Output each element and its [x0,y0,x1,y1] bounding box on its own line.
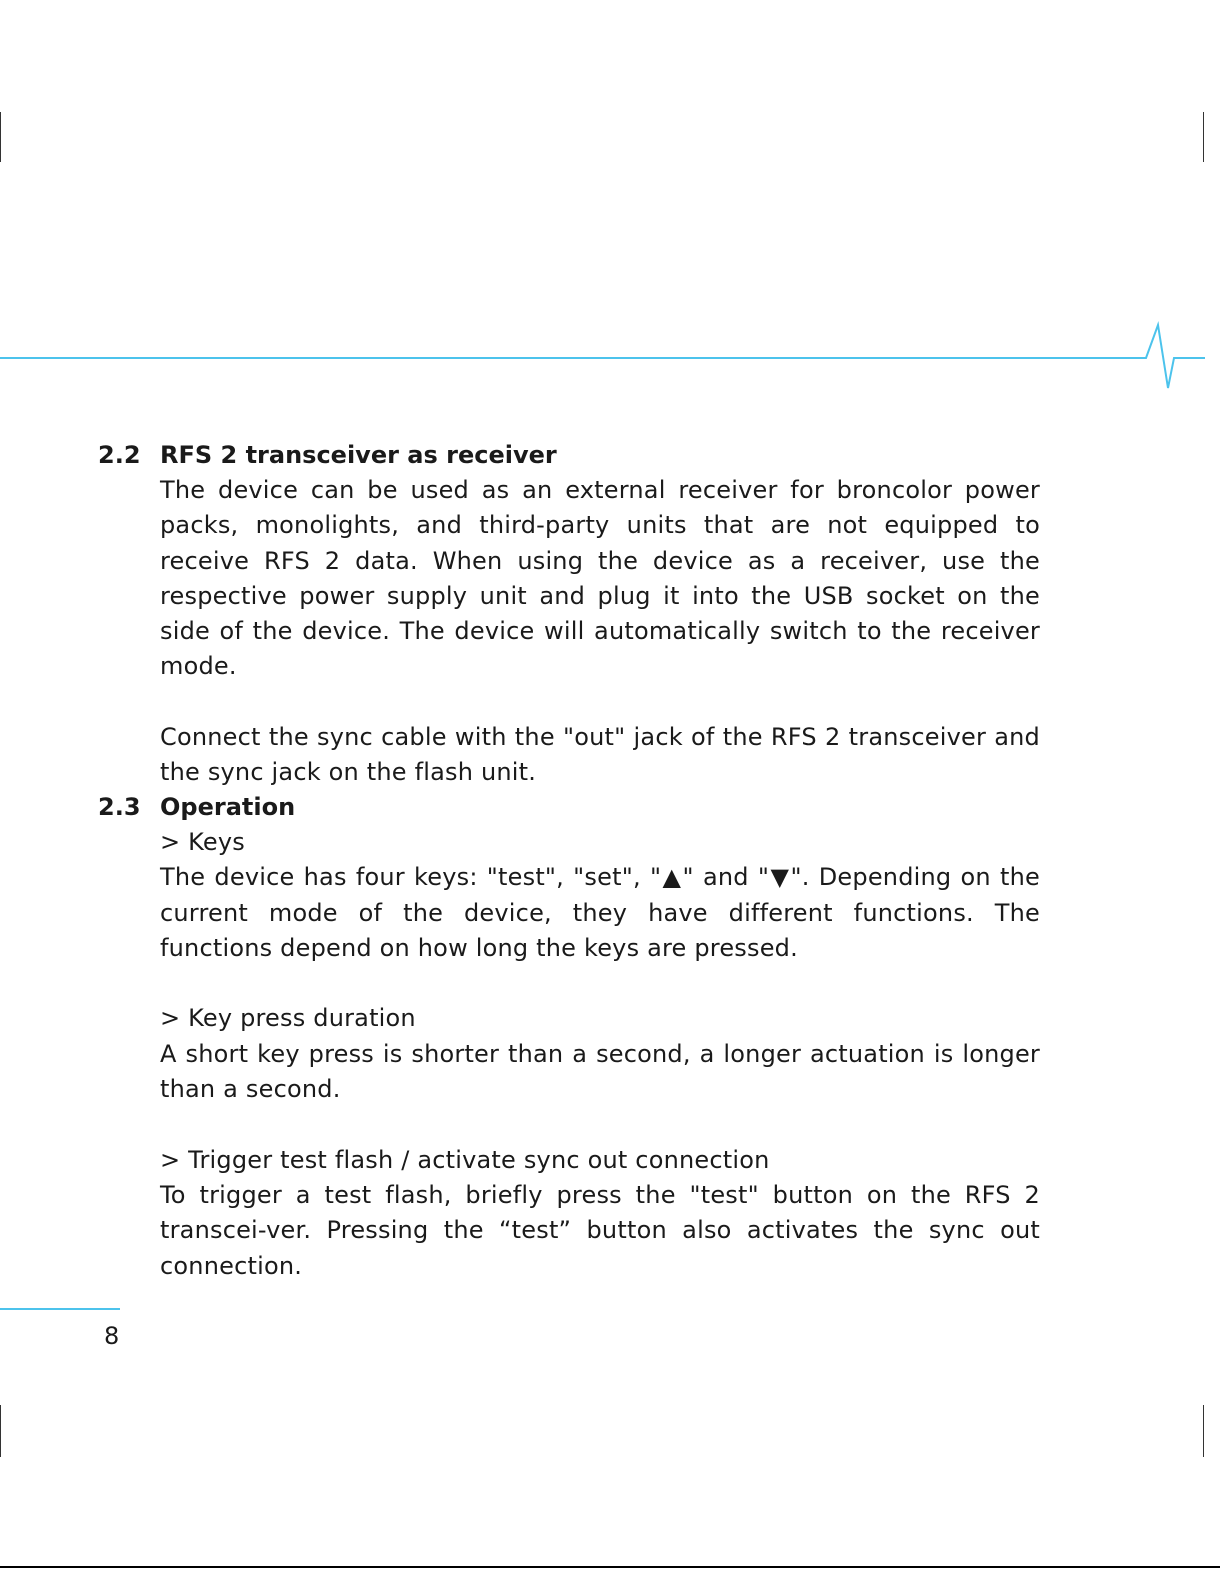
paragraph-key-press-duration: A short key press is shorter than a second, a longer actuation is longer than a second. [160,1039,1040,1104]
pulse-line [0,325,1205,388]
subheading-trigger-test-flash: > Trigger test flash / activate sync out connection [160,1145,770,1174]
section-2-3-body [160,825,1040,1284]
subheading-key-press-duration: > Key press duration [160,1004,416,1033]
section-number-2-3: 2.3 [98,793,141,821]
page-number: 8 [104,1322,120,1350]
section-2-2-body [160,473,1040,791]
paragraph-receiver-use: The device can be used as an external receiver for broncolor power packs, monolights, and third-party units that are not equipped to receive RFS 2 data. When using the device as a receiver, use the respective power supply unit and plug it into the USB socket on the side of the device. The device will automatically switch to the receiver mode. [160,476,1040,681]
subheading-keys: > Keys [160,828,245,856]
paragraph-trigger-test-flash: To trigger a test flash, briefly press the "test" button on the RFS 2 transcei-ver. Pressing the “test” button also activates the sync out connection. [160,1180,1040,1280]
section-title-2-2: RFS 2 transceiver as receiver [160,441,557,469]
paragraph-sync-cable: Connect the sync cable with the "out" jack of the RFS 2 transceiver and the sync jack on the flash unit. [160,723,1040,787]
paragraph-keys: The device has four keys: "test", "set", "▲" and "▼". Depending on the current mode of the device, they have different functions. The functions depend on how long the keys are pressed. [160,863,1040,962]
section-title-2-3: Operation [160,793,296,821]
bottom-edge-rule [0,1566,1220,1568]
section-number-2-2: 2.2 [98,441,141,469]
